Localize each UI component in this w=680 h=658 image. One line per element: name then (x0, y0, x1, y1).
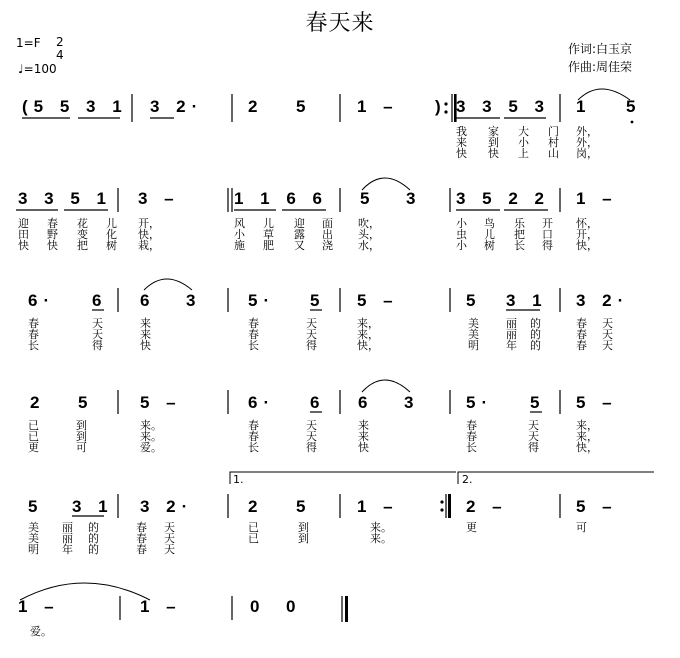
volta-2-label: 2. (462, 473, 473, 486)
lyric-syllable: 田 (18, 228, 29, 241)
lyric-syllable: 儿 (263, 217, 274, 230)
octave-dot (631, 121, 634, 124)
lyric-syllable: 化 (106, 228, 117, 241)
lyric-syllable: 到 (76, 419, 87, 432)
lyric-syllable: 儿 (484, 228, 495, 241)
note-group: 5 (360, 189, 376, 208)
lyric-syllable: 长 (466, 441, 477, 454)
lyric-syllable: 树 (484, 239, 495, 252)
lyric-syllable: 已 (248, 532, 259, 545)
lyric-syllable: 可 (76, 441, 87, 454)
note-group: 1 – (140, 597, 182, 616)
lyric-syllable: 来 (358, 430, 369, 443)
lyric-syllable: 快， (357, 339, 379, 352)
lyric-syllable: 我 (456, 125, 467, 138)
volta-brackets (230, 472, 654, 484)
lyric-syllable: 天 (306, 317, 317, 330)
lyric-syllable: 春 (248, 419, 259, 432)
lyric-syllable: 的 (88, 543, 99, 556)
lyric-syllable: 美 (468, 317, 479, 330)
lyric-syllable: 春 (136, 532, 147, 545)
lyric-syllable: 到 (76, 430, 87, 443)
lyric-syllable: 的 (530, 317, 541, 330)
note-group: 5 – (357, 291, 399, 310)
note-group: 6 (358, 393, 374, 412)
lyric-syllable: 虫 (456, 228, 467, 241)
song-title: 春天来 (305, 11, 375, 36)
lyric-syllable: 快， (138, 228, 160, 241)
lyric-syllable: 得 (306, 441, 317, 454)
lyric-syllable: 村 (548, 136, 559, 149)
note-group: 3 (406, 189, 422, 208)
lyric-syllable: 来。 (370, 532, 392, 545)
note-group: 5 (28, 497, 44, 516)
note-group: 0 (286, 597, 302, 616)
lyric-syllable: 的 (88, 532, 99, 545)
lyric-syllable: 年 (62, 543, 73, 556)
lyric-syllable: 天 (528, 430, 539, 443)
lyric-syllable: 快 (140, 339, 151, 352)
note-group: 6 (92, 291, 108, 310)
lyric-syllable: 树 (106, 239, 117, 252)
lyric-syllable: 长 (248, 441, 259, 454)
lyric-syllable: 来。 (370, 521, 392, 534)
lyric-syllable: 快 (488, 147, 499, 160)
lyric-syllable: 爱。 (30, 625, 52, 638)
note-group: 3 5 2 2 (456, 189, 550, 208)
lyric-syllable: 施 (234, 239, 245, 252)
lyric-syllable: 来 (456, 136, 467, 149)
note-group: 5 (530, 393, 546, 412)
lyric-syllable: 迎 (294, 217, 305, 230)
lyric-syllable: 水， (358, 239, 380, 252)
lyric-syllable: 山 (548, 147, 559, 160)
lyric-syllable: 栽， (138, 239, 160, 252)
note-group: ) (435, 97, 447, 116)
note-group: 6· (28, 291, 56, 310)
lyric-syllable: 更 (466, 521, 477, 534)
lyric-syllable: 春 (248, 430, 259, 443)
lyric-syllable: 快 (456, 147, 467, 160)
lyric-syllable: 的 (88, 521, 99, 534)
lyric-syllable: 美 (28, 532, 39, 545)
lyric-syllable: 已 (248, 521, 259, 534)
lyric-syllable: 天 (306, 430, 317, 443)
lyric-syllable: 春 (47, 217, 58, 230)
note-group: 5 – (576, 497, 618, 516)
lyric-syllable: 美 (28, 521, 39, 534)
lyric-syllable: 得 (306, 339, 317, 352)
lyric-syllable: 春 (576, 339, 587, 352)
volta-1-label: 1. (233, 473, 244, 486)
lyric-syllable: 明 (28, 543, 39, 556)
lyric-syllable: 家 (488, 125, 499, 138)
lyric-syllable: 春 (28, 328, 39, 341)
lyric-syllable: 开， (576, 228, 598, 241)
lyric-syllable: 春 (28, 317, 39, 330)
note-group: 6· (248, 393, 276, 412)
lyric-syllable: 来 (140, 317, 151, 330)
note-group: 5 (310, 291, 326, 310)
lyric-syllable: 天 (164, 521, 175, 534)
lyric-syllable: 肥 (263, 239, 274, 252)
lyric-syllable: 又 (294, 239, 305, 252)
lyric-syllable: 快 (358, 441, 369, 454)
composer-credit: 作曲:周佳荣 (568, 60, 633, 74)
lyric-syllable: 长 (248, 339, 259, 352)
note-group: 5 (296, 497, 312, 516)
lyric-syllable: 天 (92, 328, 103, 341)
lyric-syllable: 野 (47, 228, 58, 241)
lyric-syllable: 小 (518, 136, 529, 149)
lyric-syllable: 春 (466, 430, 477, 443)
note-group: 1 – (357, 497, 399, 516)
note-group: 2 (248, 97, 264, 116)
note-group: 2 (248, 497, 264, 516)
lyric-syllable: 来， (357, 317, 379, 330)
lyric-syllable: 天 (164, 543, 175, 556)
note-group: (5 5 3 1 (22, 97, 128, 116)
note-group: 5 (626, 97, 642, 116)
lyric-syllable: 天 (528, 419, 539, 432)
lyric-syllable: 天 (306, 419, 317, 432)
lyric-syllable: 外， (576, 136, 598, 149)
lyric-syllable: 春 (576, 328, 587, 341)
note-group: 1 – (357, 97, 399, 116)
lyric-syllable: 露 (294, 228, 305, 241)
lyric-syllable: 已 (28, 419, 39, 432)
lyric-syllable: 天 (602, 317, 613, 330)
lyric-syllable: 丽 (506, 328, 517, 341)
note-group: 3 3 5 3 (456, 97, 550, 116)
lyric-syllable: 迎 (18, 217, 29, 230)
lyric-syllable: 春 (248, 328, 259, 341)
lyric-syllable: 儿 (106, 217, 117, 230)
note-group: 3 2· (576, 291, 630, 310)
note-group: 2 (30, 393, 46, 412)
lyric-syllable: 头， (358, 228, 380, 241)
lyric-syllable: 来， (357, 328, 379, 341)
lyric-syllable: 春 (248, 317, 259, 330)
lyric-syllable: 天 (92, 317, 103, 330)
quarter-note-icon: ♩ (18, 62, 24, 76)
lyricist-credit: 作词:白玉京 (568, 42, 633, 56)
lyric-syllable: 鸟 (484, 217, 495, 230)
lyric-syllable: 面 (322, 217, 333, 230)
lyric-syllable: 风 (234, 217, 245, 230)
note-group: 1 (576, 97, 592, 116)
lyric-syllable: 可 (576, 521, 587, 534)
lyric-syllable: 岗， (576, 147, 598, 160)
note-group: 5 (296, 97, 312, 116)
note-group: 3 1 (72, 497, 114, 516)
lyric-syllable: 口 (542, 228, 553, 241)
lyric-syllable: 开 (542, 217, 553, 230)
note-group: 3 2· (150, 97, 204, 116)
note-group: 6 (310, 393, 326, 412)
lyric-syllable: 长 (28, 339, 39, 352)
lyric-syllable: 年 (506, 339, 517, 352)
lyric-syllable: 明 (468, 339, 479, 352)
lyric-syllable: 丽 (506, 317, 517, 330)
lyric-syllable: 来， (576, 419, 598, 432)
note-group: 5 (78, 393, 94, 412)
final-barline (345, 596, 348, 622)
note-group: 1 – (576, 189, 618, 208)
tempo-value: =100 (23, 62, 57, 76)
lyric-syllable: 快 (18, 239, 29, 252)
lyric-syllable: 天 (306, 328, 317, 341)
lyric-syllable: 的 (530, 328, 541, 341)
note-group: 3 – (138, 189, 180, 208)
lyric-syllable: 春 (576, 317, 587, 330)
note-group: 6 (140, 291, 156, 310)
note-group: 5 – (576, 393, 618, 412)
lyric-syllable: 更 (28, 441, 39, 454)
lyric-syllable: 得 (92, 339, 103, 352)
lyric-syllable: 得 (528, 441, 539, 454)
lyric-syllable: 已 (28, 430, 39, 443)
lyric-syllable: 来 (358, 419, 369, 432)
lyric-syllable: 把 (77, 239, 88, 252)
lyric-syllable: 外， (576, 125, 598, 138)
note-group: 3 3 5 1 (18, 189, 112, 208)
note-group: 3 (404, 393, 420, 412)
barlines (118, 94, 560, 622)
note-group: 2 – (466, 497, 508, 516)
lyric-syllable: 出 (322, 228, 333, 241)
lyric-syllable: 来， (576, 430, 598, 443)
lyric-syllable: 上 (518, 147, 529, 160)
note-group: 1 – (18, 597, 60, 616)
note-group: 3 2· (140, 497, 194, 516)
lyric-syllable: 门 (548, 125, 559, 138)
repeat-marks (440, 94, 456, 518)
lyric-syllable: 来。 (140, 419, 162, 432)
lyric-syllable: 到 (298, 532, 309, 545)
lyric-syllable: 花 (77, 217, 88, 230)
lyric-syllable: 变 (77, 228, 88, 241)
lyric-syllable: 天 (602, 339, 613, 352)
note-group: 3 1 (506, 291, 548, 310)
lyric-syllable: 美 (468, 328, 479, 341)
lyric-syllable: 春 (466, 419, 477, 432)
lyric-syllable: 快 (47, 239, 58, 252)
lyric-syllable: 得 (542, 239, 553, 252)
lyric-syllable: 来。 (140, 430, 162, 443)
lyric-syllable: 乐 (514, 217, 525, 230)
lyric-syllable: 到 (298, 521, 309, 534)
lyric-syllable: 的 (530, 339, 541, 352)
note-group: 1 1 6 6 (234, 189, 328, 208)
lyric-syllable: 开， (138, 217, 160, 230)
lyric-syllable: 丽 (62, 521, 73, 534)
lyric-syllable: 吹， (358, 217, 380, 230)
lyric-syllable: 天 (602, 328, 613, 341)
lyric-syllable: 草 (263, 228, 274, 241)
note-group: 5 – (140, 393, 182, 412)
lyric-syllable: 快， (576, 441, 598, 454)
note-group: 5· (466, 393, 494, 412)
time-signature-top: 2 (56, 35, 64, 49)
lyric-syllable: 来 (140, 328, 151, 341)
lyric-syllable: 怀， (576, 217, 598, 230)
note-group: 5 (466, 291, 482, 310)
note-group: 5· (248, 291, 276, 310)
lyric-syllable: 长 (514, 239, 525, 252)
note-group: 0 (250, 597, 266, 616)
lyric-syllable: 到 (488, 136, 499, 149)
lyric-syllable: 小 (456, 239, 467, 252)
lyric-syllable: 快， (576, 239, 598, 252)
key-signature: 1=F (16, 36, 41, 50)
lyric-syllable: 丽 (62, 532, 73, 545)
lyric-syllable: 春 (136, 521, 147, 534)
time-signature-bottom: 4 (56, 48, 64, 62)
lyric-syllable: 小 (234, 228, 245, 241)
lyric-syllable: 大 (518, 125, 529, 138)
note-group: 3 (186, 291, 202, 310)
lyric-syllable: 春 (136, 543, 147, 556)
lyric-syllable: 小 (456, 217, 467, 230)
lyric-syllable: 浇 (322, 239, 333, 252)
lyric-syllable: 爱。 (140, 441, 162, 454)
lyric-syllable: 把 (514, 228, 525, 241)
lyric-syllable: 天 (164, 532, 175, 545)
